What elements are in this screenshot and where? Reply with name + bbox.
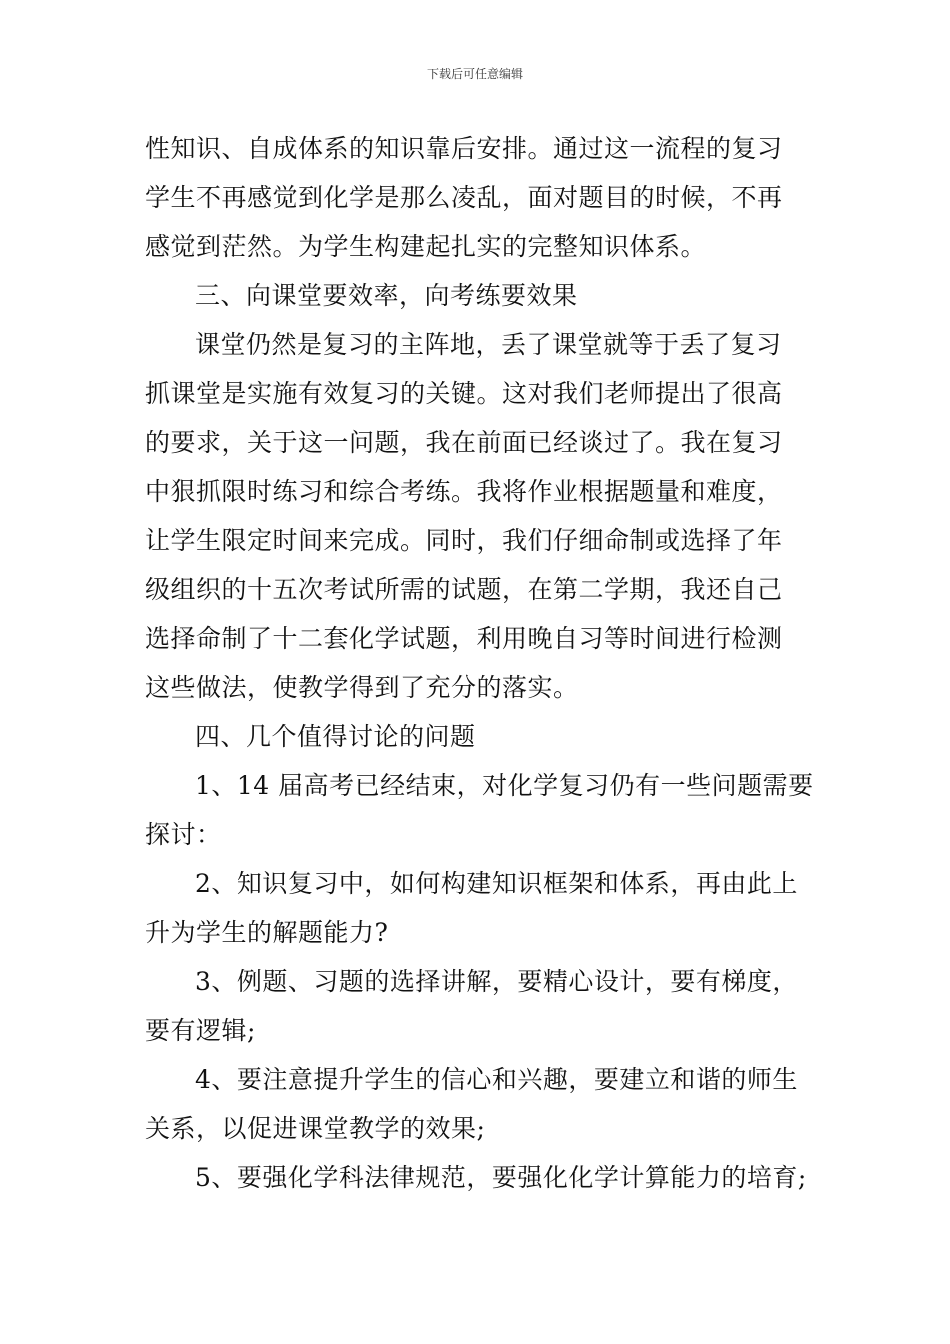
text-line: 感觉到茫然。为学生构建起扎实的完整知识体系。 [145,232,707,261]
text-line: 课堂仍然是复习的主阵地，丢了课堂就等于丢了复习 [195,330,782,359]
list-item: 2、知识复习中，如何构建知识框架和体系，再由此上 [195,869,798,898]
text-line: 性知识、自成体系的知识靠后安排。通过这一流程的复习 [145,134,783,163]
text-line: 这些做法，使教学得到了充分的落实。 [145,673,579,702]
list-item: 5、要强化学科法律规范，要强化化学计算能力的培育; [195,1163,807,1192]
text-line: 抓课堂是实施有效复习的关键。这对我们老师提出了很高 [145,379,783,408]
text-line: 要有逻辑; [145,1016,256,1045]
text-line: 升为学生的解题能力? [145,918,389,947]
section-heading: 四、几个值得讨论的问题 [195,722,476,751]
text-line: 探讨： [145,820,222,849]
document-body [145,124,814,1202]
text-line: 中狠抓限时练习和综合考练。我将作业根据题量和难度， [145,477,783,506]
list-item: 1、14 届高考已经结束，对化学复习仍有一些问题需要 [195,771,814,800]
text-line: 选择命制了十二套化学试题，利用晚自习等时间进行检测 [145,624,783,653]
text-line: 让学生限定时间来完成。同时，我们仔细命制或选择了年 [145,526,783,555]
list-item: 3、例题、习题的选择讲解，要精心设计，要有梯度， [195,967,798,996]
list-item: 4、要注意提升学生的信心和兴趣，要建立和谐的师生 [195,1065,798,1094]
text-line: 关系，以促进课堂教学的效果; [145,1114,486,1143]
page-header: 下载后可任意编辑 [426,67,523,81]
text-line: 的要求，关于这一问题，我在前面已经谈过了。我在复习 [145,428,783,457]
section-heading: 三、向课堂要效率，向考练要效果 [195,281,578,310]
text-line: 级组织的十五次考试所需的试题，在第二学期，我还自己 [145,575,783,604]
text-line: 学生不再感觉到化学是那么凌乱，面对题目的时候，不再 [145,183,783,212]
